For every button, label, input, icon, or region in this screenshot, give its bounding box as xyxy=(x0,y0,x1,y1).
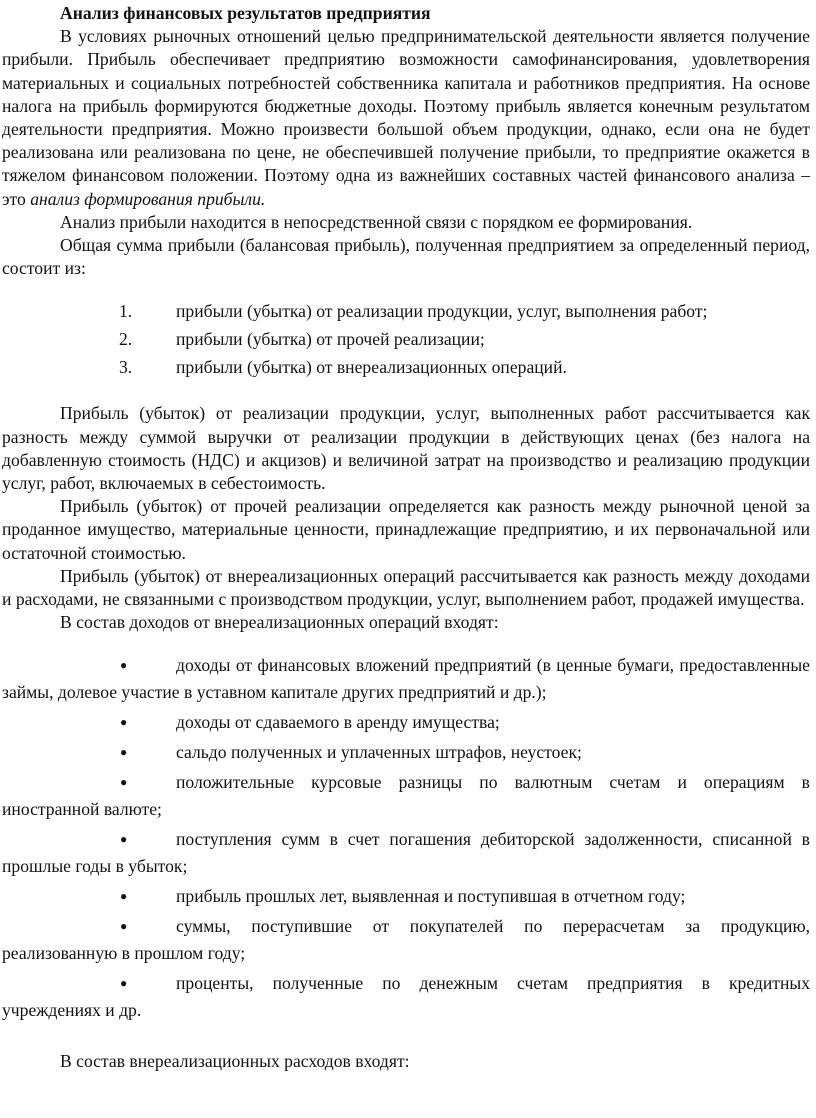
bullet-icon: ● xyxy=(120,745,128,760)
list-text: поступления сумм в счет погашения дебиторской задолженности, списанной в прошлые годы в убыток; xyxy=(2,829,810,877)
list-text: положительные курсовые разницы по валютным счетам и операциям в иностранной валюте; xyxy=(2,772,810,820)
list-text: прибыли (убытка) от внереализационных операций. xyxy=(176,357,567,378)
paragraph-nonoperating: Прибыль (убыток) от внереализационных операций рассчитывается как разность между доходами и расходами, не связанными с производством продукции, услуг, выполнением работ, продажей имущества. xyxy=(2,565,810,610)
list-text: сальдо полученных и уплаченных штрафов, неустоек; xyxy=(176,742,582,763)
income-heading: В состав доходов от внереализационных операций входят: xyxy=(60,612,499,633)
list-text: прибыль прошлых лет, выявленная и поступившая в отчетном году; xyxy=(176,886,686,907)
income-items-list xyxy=(2,652,810,1024)
list-item xyxy=(2,354,810,380)
list-item xyxy=(2,739,810,766)
list-number: 2. xyxy=(119,329,133,350)
list-text: прибыли (убытка) от прочей реализации; xyxy=(176,329,485,350)
list-item xyxy=(2,913,810,967)
bullet-icon: ● xyxy=(120,832,128,847)
spacer xyxy=(2,382,810,402)
expense-heading: В состав внереализационных расходов входят: xyxy=(60,1051,410,1072)
list-text: прибыли (убытка) от реализации продукции, услуг, выполнения работ; xyxy=(176,301,708,322)
bullet-icon: ● xyxy=(120,715,128,730)
list-text: доходы от сдаваемого в аренду имущества; xyxy=(176,712,500,733)
list-item xyxy=(2,883,810,910)
list-number: 1. xyxy=(119,301,133,322)
paragraph-link: Анализ прибыли находится в непосредственной связи с порядком ее формирования. xyxy=(60,211,693,232)
intro-emphasis: анализ формирования прибыли. xyxy=(30,188,266,209)
bullet-icon: ● xyxy=(120,889,128,904)
list-item xyxy=(2,326,810,352)
list-item xyxy=(2,652,810,706)
paragraph-other: Прибыль (убыток) от прочей реализации определяется как разность между рыночной ценой за проданное имущество, материальные ценности, принадлежащие предприятию, и их первоначальной или остаточной стоимостью. xyxy=(2,496,810,563)
list-item xyxy=(2,970,810,1024)
document-title: Анализ финансовых результатов предприятия xyxy=(60,3,431,23)
list-text: доходы от финансовых вложений предприятий (в ценные бумаги, предоставленные займы, долевое участие в уставном капитале других предприятий и др.); xyxy=(2,655,810,703)
paragraph-sales: Прибыль (убыток) от реализации продукции, услуг, выполненных работ рассчитывается как разность между суммой выручки от реализации продукции в действующих ценах (без налога на добавленную стоимость (НДС) и акцизов) и величиной затрат на производство и реализацию продукции услуг, работ, включаемых в себестоимость. xyxy=(2,403,810,494)
list-text: суммы, поступившие от покупателей по перерасчетам за продукцию, реализованную в прошлом году; xyxy=(2,916,810,964)
intro-text: В условиях рыночных отношений целью предпринимательской деятельности является получение прибыли. Прибыль обеспечивает предприятию возможности самофинансирования, удовлетворения материальных и социальных потребностей собственника капитала и работников предприятия. На основе налога на прибыль формируются бюджетные доходы. Поэтому прибыль является конечным результатом деятельности предприятия. Можно произвести большой объем продукции, однако, если она не будет реализована или реализована по цене, не обеспечившей получение прибыли, то предприятие окажется в тяжелом финансовом положении. Поэтому одна из важнейших составных частей финансового анализа – это xyxy=(2,26,810,209)
profit-parts-list xyxy=(2,298,810,380)
list-item xyxy=(2,826,810,880)
list-text: проценты, полученные по денежным счетам предприятия в кредитных учреждениях и др. xyxy=(2,973,810,1021)
list-number: 3. xyxy=(119,357,133,378)
list-item xyxy=(2,769,810,823)
bullet-icon: ● xyxy=(120,919,128,934)
list-item xyxy=(2,709,810,736)
bullet-icon: ● xyxy=(120,976,128,991)
paragraph-total: Общая сумма прибыли (балансовая прибыль), полученная предприятием за определенный период, состоит из: xyxy=(2,235,810,279)
list-item xyxy=(2,298,810,324)
bullet-icon: ● xyxy=(120,658,128,673)
intro-paragraph xyxy=(2,25,810,211)
bullet-icon: ● xyxy=(120,775,128,790)
